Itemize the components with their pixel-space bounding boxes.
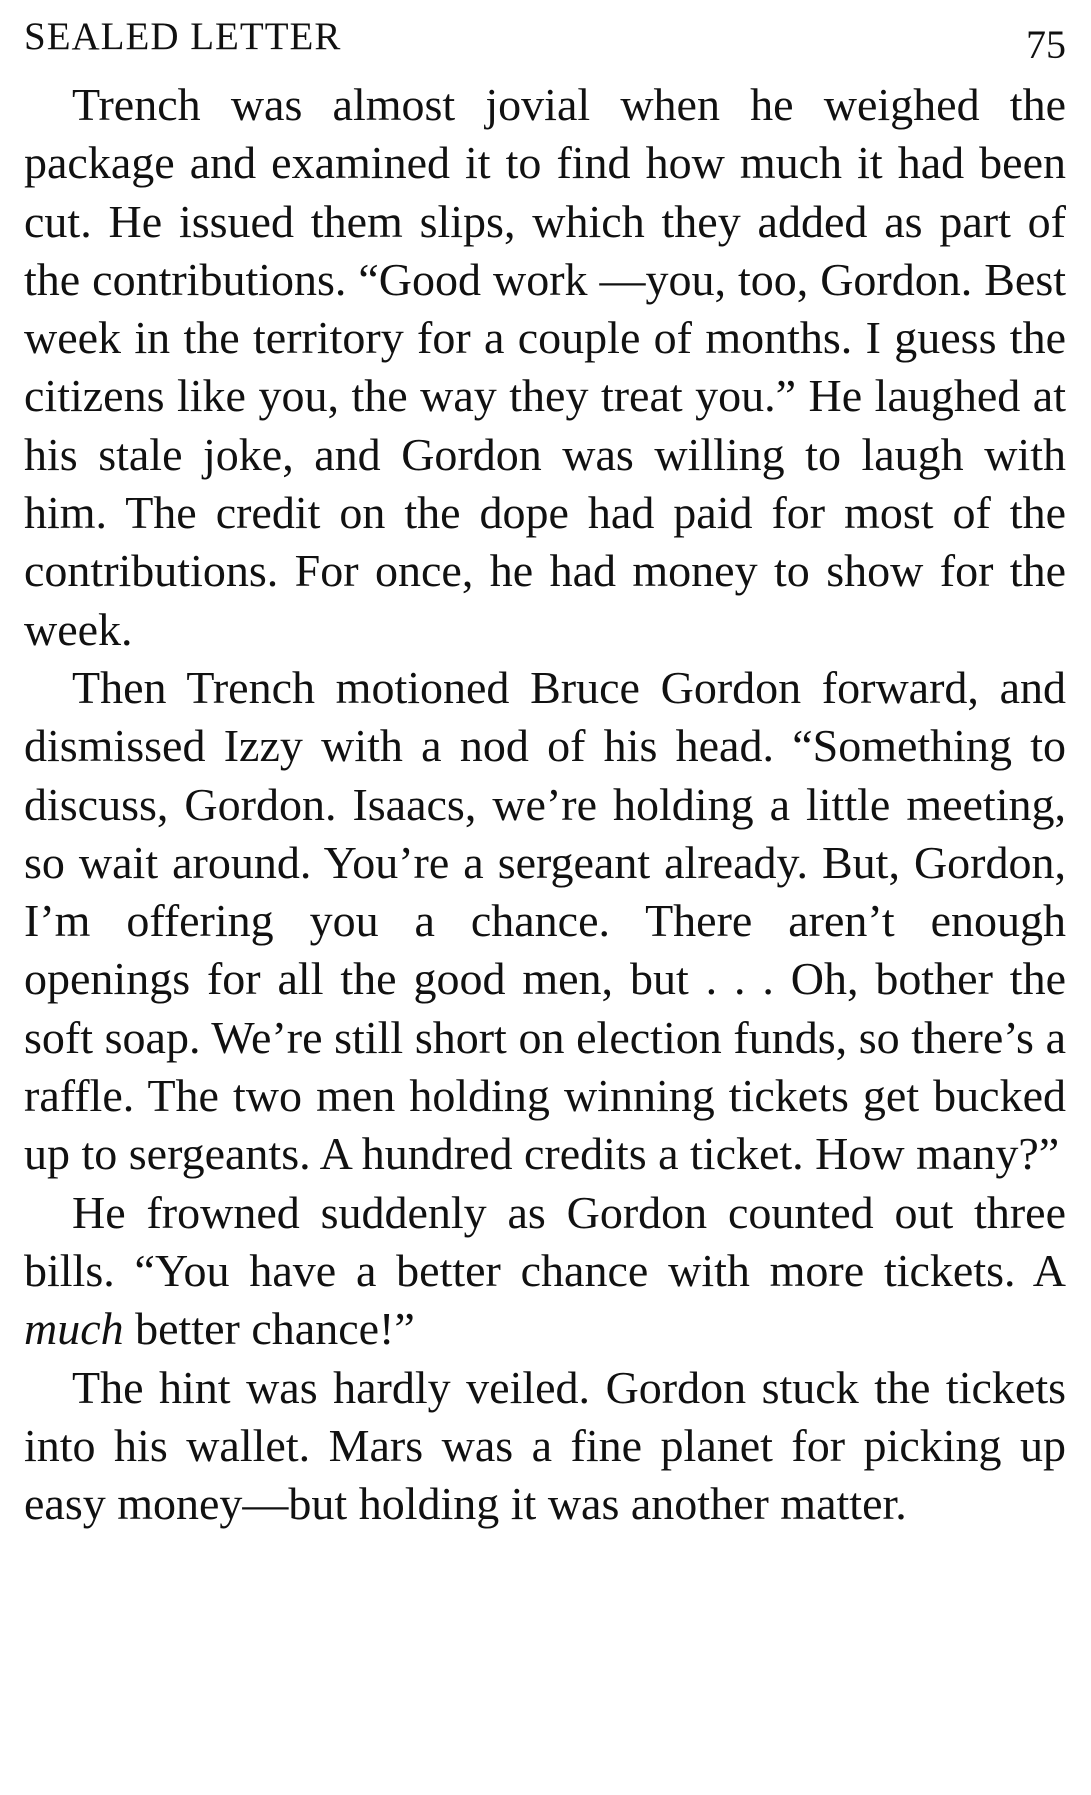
page-number: 75	[1026, 22, 1066, 67]
paragraph-4: The hint was hardly veiled. Gordon stuck the tickets into his wallet. Mars was a fine planet for picking up easy money—but holding it was another matter.	[24, 1361, 1066, 1530]
running-head	[24, 14, 1066, 76]
paragraph-3	[24, 1184, 1066, 1359]
paragraph-2: Then Trench motioned Bruce Gordon forward, and dismissed Izzy with a nod of his head. “Something to discuss, Gordon. Isaacs, we’re holding a little meeting, so wait around. You’re a sergeant already. But, Gordon, I’m offering you a chance. There aren’t enough openings for all the good men, but . . . Oh, bother the soft soap. We’re still short on election funds, so there’s a raffle. The two men holding winning tickets get bucked up to sergeants. A hundred credits a ticket. How many?”	[24, 661, 1066, 1180]
book-page	[24, 0, 1066, 1795]
paragraph-3-text-end: better chance!”	[123, 1303, 415, 1355]
paragraph-3-text-start: He frowned suddenly as Gordon counted out three bills. “You have a better chance with more tickets. A	[24, 1186, 1066, 1296]
paragraph-1: Trench was almost jovial when he weighed the package and examined it to find how much it had been cut. He issued them slips, which they added as part of the contributions. “Good work —you, too, Gordon. Best week in the territory for a couple of months. I guess the citizens like you, the way they treat you.” He laughed at his stale joke, and Gordon was willing to laugh with him. The credit on the dope had paid for most of the contributions. For once, he had money to show for the week.	[24, 79, 1066, 655]
italic-emphasis: much	[24, 1303, 124, 1355]
running-title: SEALED LETTER	[24, 15, 342, 58]
body-text	[24, 76, 1066, 1533]
